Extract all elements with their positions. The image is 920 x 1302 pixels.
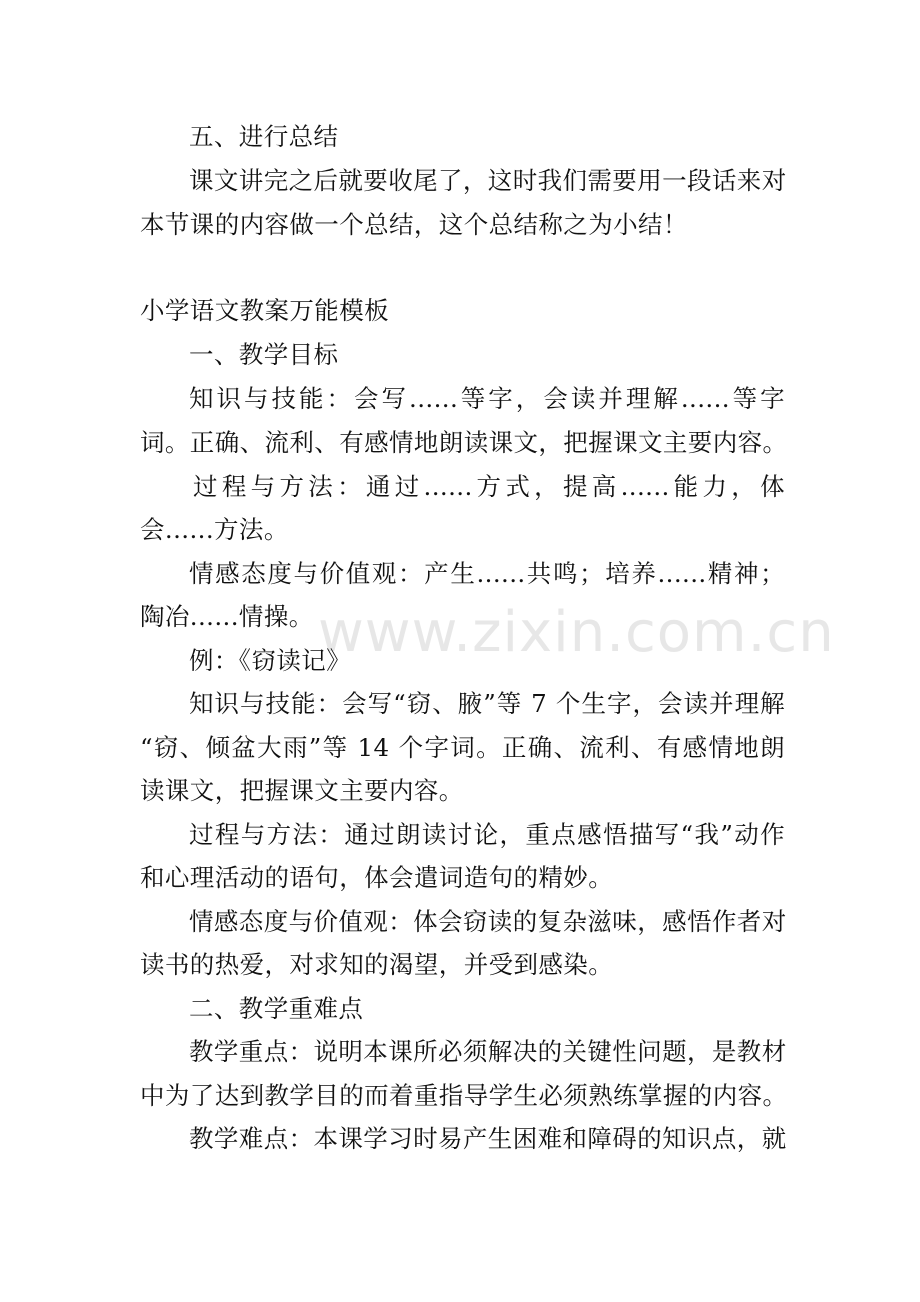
example-heading: 例：《窃读记》 [189, 646, 352, 675]
paragraph-line: 情感态度与价值观：产生......共鸣；培养......精神； [189, 559, 785, 588]
section-heading-summary: 五、进行总结 [189, 122, 339, 151]
paragraph-line: 陶冶......情操。 [140, 602, 314, 631]
paragraph-line: 本节课的内容做一个总结，这个总结称之为小结！ [140, 210, 688, 239]
document-title: 小学语文教案万能模板 [140, 296, 389, 325]
paragraph-line: 和心理活动的语句，体会遣词造句的精妙。 [140, 863, 614, 892]
paragraph-line: 课文讲完之后就要收尾了，这时我们需要用一段话来对 [189, 166, 787, 195]
paragraph-line: 过程与方法：通过朗读讨论，重点感悟描写“我”动作 [189, 820, 785, 849]
paragraph-line: 知识与技能：会写“窃、腋”等 7 个生字，会读并理解 [189, 689, 785, 718]
paragraph-line: 教学重点：说明本课所必须解决的关键性问题，是教材 [189, 1037, 787, 1066]
watermark: www.zixin.com.cn [318, 600, 835, 665]
paragraph-line: 词。正确、流利、有感情地朗读课文，把握课文主要内容。 [140, 428, 788, 457]
paragraph-line: “窃、倾盆大雨”等 14 个字词。正确、流利、有感情地朗 [140, 733, 785, 762]
paragraph-line: 过程与方法：通过......方式，提高......能力，体 [193, 472, 785, 501]
section-heading-key-points: 二、教学重难点 [189, 994, 364, 1023]
paragraph-line: 读课文，把握课文主要内容。 [140, 776, 464, 805]
paragraph-line: 知识与技能：会写......等字，会读并理解......等字 [189, 384, 785, 413]
paragraph-line: 教学难点：本课学习时易产生困难和障碍的知识点，就 [189, 1124, 787, 1153]
paragraph-line: 会......方法。 [140, 515, 289, 544]
paragraph-line: 中为了达到教学目的而着重指导学生必须熟练掌握的内容。 [140, 1081, 788, 1110]
section-heading-objectives: 一、教学目标 [189, 340, 339, 369]
paragraph-line: 读书的热爱，对求知的渴望，并受到感染。 [140, 950, 614, 979]
paragraph-line: 情感态度与价值观：体会窃读的复杂滋味，感悟作者对 [189, 907, 787, 936]
